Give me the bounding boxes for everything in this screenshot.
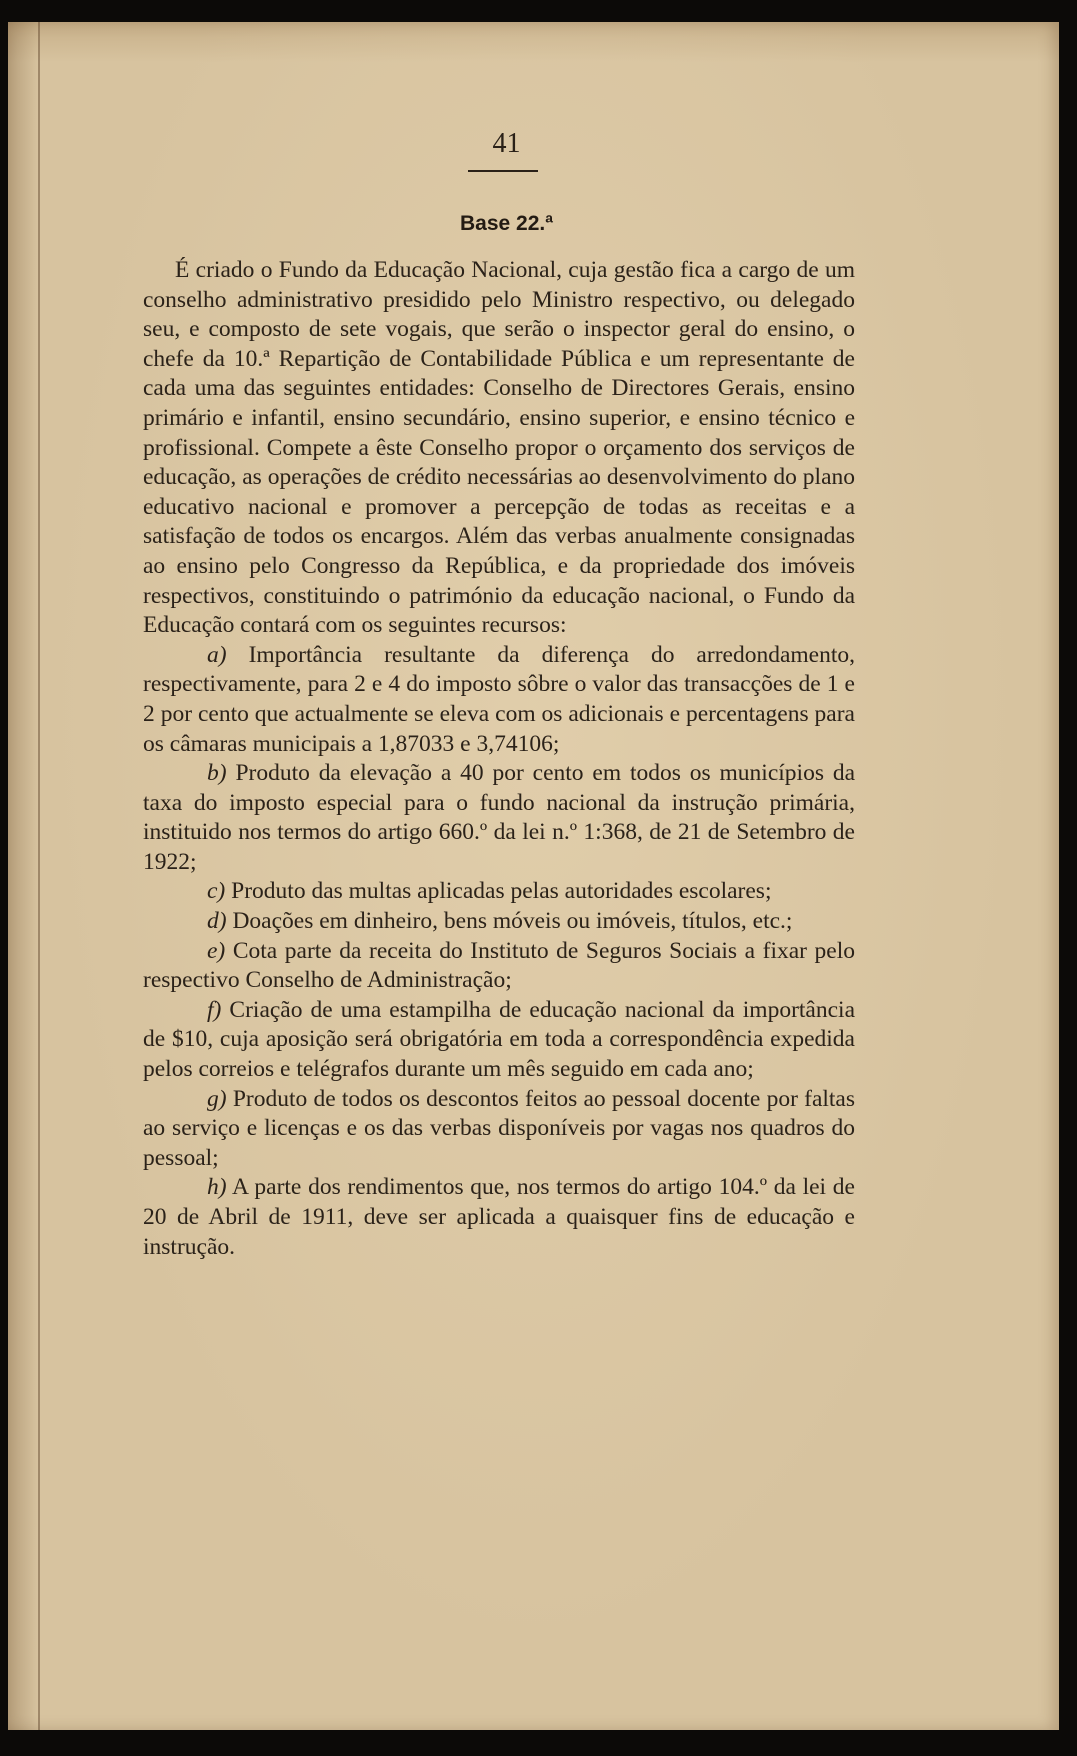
list-item-text: Produto de todos os descontos feitos ao pessoal docente por faltas ao serviço e licenças e os das verbas disponíveis por vagas nos quadros do pessoal; xyxy=(143,1085,856,1171)
page-number-rule xyxy=(468,170,538,172)
list-item-a xyxy=(143,641,855,759)
list-item-c xyxy=(143,877,855,907)
list-item-h xyxy=(143,1173,855,1262)
list-item-d xyxy=(143,907,855,937)
list-item-e xyxy=(143,937,855,996)
list-item-label: g) xyxy=(207,1085,227,1112)
list-item-label: d) xyxy=(207,908,227,935)
list-item-label: h) xyxy=(207,1174,227,1201)
list-item-g xyxy=(143,1085,855,1174)
intro-paragraph: É criado o Fundo da Educação Nacional, cuja gestão fica a cargo de um conselho administrativo presidido pelo Ministro respectivo, ou delegado seu, e composto de sete vogais, que serão o inspector geral do ensino, o chefe da 10.ª Repartição de Contabilidade Pública e um representante de cada uma das seguintes entidades: Conselho de Directores Gerais, ensino primário e infantil, ensino secundário, ensino superior, e ensino técnico e profissional. Compete a êste Conselho propor o orçamento dos serviços de educação, as operações de crédito necessárias ao desenvolvimento do plano educativo nacional e promover a percepção de todas as receitas e a satisfação de todos os encargos. Além das verbas anualmente consignadas ao ensino pelo Congresso da República, e da propriedade dos imóveis respectivos, constituindo o património da educação nacional, o Fundo da Educação contará com os seguintes recursos: xyxy=(143,257,855,639)
list-item-label: e) xyxy=(207,937,226,964)
section-title: Base 22.ª xyxy=(459,212,553,235)
list-item-text: A parte dos rendimentos que, nos termos do artigo 104.º da lei de 20 de Abril de 1911, deve ser aplicada a quaisquer fins de educação e instrução. xyxy=(143,1174,855,1260)
list-item-label: f) xyxy=(207,996,222,1023)
list-item-text: Produto das multas aplicadas pelas autoridades escolares; xyxy=(231,878,772,905)
page-body xyxy=(143,256,855,1262)
list-item-label: a) xyxy=(207,641,227,668)
list-item-b xyxy=(143,759,855,877)
page-binding-edge xyxy=(38,22,40,1730)
list-item-text: Cota parte da receita do Instituto de Seguros Sociais a fixar pelo respectivo Conselho de Administração; xyxy=(143,937,855,994)
list-item-f xyxy=(143,996,855,1085)
list-item-label: b) xyxy=(207,760,227,787)
list-item-text: Importância resultante da diferença do arredondamento, respectivamente, para 2 e 4 do imposto sôbre o valor das transacções de 1 e 2 por cento que actualmente se eleva com os adicionais e percentagens para os câmaras municipais a 1,87033 e 3,74106; xyxy=(143,641,855,757)
list-item-text: Doações em dinheiro, bens móveis ou imóveis, títulos, etc.; xyxy=(232,908,793,935)
list-item-text: Criação de uma estampilha de educação nacional da importância de $10, cuja aposição será obrigatória em toda a correspondência expedida pelos correios e telégrafos durante um mês seguido em cada ano; xyxy=(143,996,856,1083)
page-number: 41 xyxy=(492,128,521,159)
list-item-label: c) xyxy=(207,878,226,905)
list-item-text: Produto da elevação a 40 por cento em todos os municípios da taxa do imposto especial para o fundo nacional da instrução primária, instituido nos termos do artigo 660.º da lei n.º 1:368, de 21 de Setembro de 1922; xyxy=(143,760,856,875)
